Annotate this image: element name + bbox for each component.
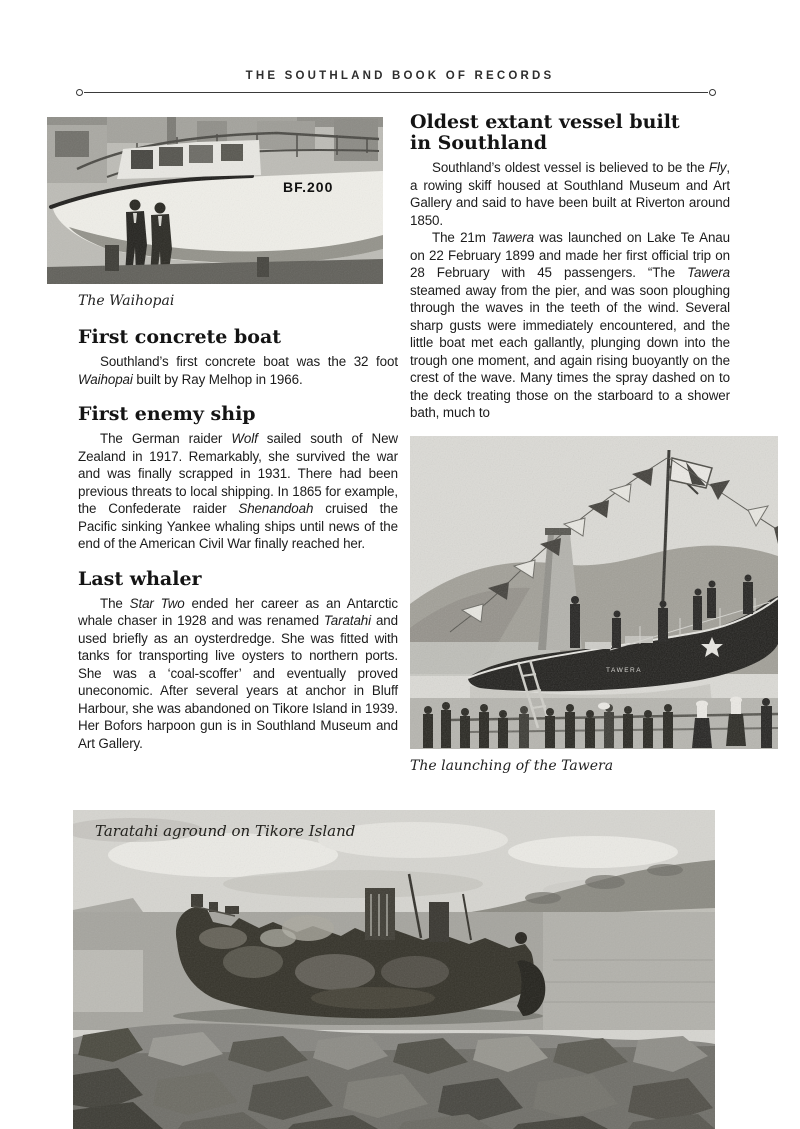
waihopai-illustration (47, 117, 383, 284)
caption-waihopai: The Waihopai (78, 293, 175, 309)
section-heading-first-concrete-boat: First concrete boat (78, 326, 282, 348)
hull-registration-label: BF.200 (283, 179, 334, 195)
paragraph-first-concrete-boat: Southland’s first concrete boat was the 32 foot Waihopai built by Ray Melhop in 1966. (78, 354, 398, 387)
section-heading-first-enemy-ship: First enemy ship (78, 403, 256, 425)
heading-line-1: Oldest extant vessel built (410, 111, 680, 133)
caption-taratahi-aground: Taratahi aground on Tikore Island (95, 822, 356, 840)
section-heading-last-whaler: Last whaler (78, 567, 202, 590)
taratahi-illustration (73, 810, 715, 1129)
running-head: THE SOUTHLAND BOOK OF RECORDS (245, 70, 555, 82)
rule-end-circle-right (709, 89, 716, 96)
paragraph-oldest-vessel-1: Southland’s oldest vessel is believed to be the Fly, a rowing skiff housed at Southland Museum and Art Gallery and said to have been built at Riverton around 1850. (410, 160, 730, 228)
rule-end-circle-left (76, 89, 83, 96)
section-heading-oldest-extant-vessel (410, 112, 730, 154)
right-column (410, 112, 730, 774)
caption-tawera-launching: The launching of the Tawera (410, 757, 614, 774)
paragraph-last-whaler: The Star Two ended her career as an Antarctic whale chaser in 1928 and was renamed Taratahi and used briefly as an oysterdredge. She was fitted with tanks for transporting live oysters to northern ports. She was a ‘coal-scoffer’ and eventually proved uneconomic. After several years at anchor in Bluff Harbour, she was abandoned on Tikore Island in 1939. Her Bofors harpoon gun is in Southland Museum and Art Gallery. (78, 595, 398, 751)
header-rule (84, 92, 708, 93)
left-column (78, 117, 398, 752)
photo-tawera-launching (410, 436, 778, 749)
paragraph-oldest-vessel-2: The 21m Tawera was launched on Lake Te Anau on 22 February 1899 and made her first official trip on 28 February with 45 passengers. “The Tawera steamed away from the pier, and was soon ploughing through the waves in the teeth of the wind. Several sharp gusts were immediately encountered, and the little boat met each gallantly, plunging down into the trough one moment, and again rising buoyantly on the crest of the wave. Many times the spray dashed on to the deck treating those on the starboard to a shower bath, much to (410, 230, 730, 420)
photo-waihopai (47, 117, 383, 284)
tawera-illustration (410, 436, 778, 749)
heading-line-2: in Southland (410, 132, 548, 154)
paragraph-first-enemy-ship: The German raider Wolf sailed south of New Zealand in 1917. Remarkably, she survived the war and was finally scrapped in 1931. There had been previous threats to local shipping. In 1865 for example, the Confederate raider Shenandoah cruised the Pacific sinking Yankee whaling ships until news of the end of the American Civil War finally reached her. (78, 431, 398, 551)
photo-taratahi-wreck (73, 810, 715, 1129)
